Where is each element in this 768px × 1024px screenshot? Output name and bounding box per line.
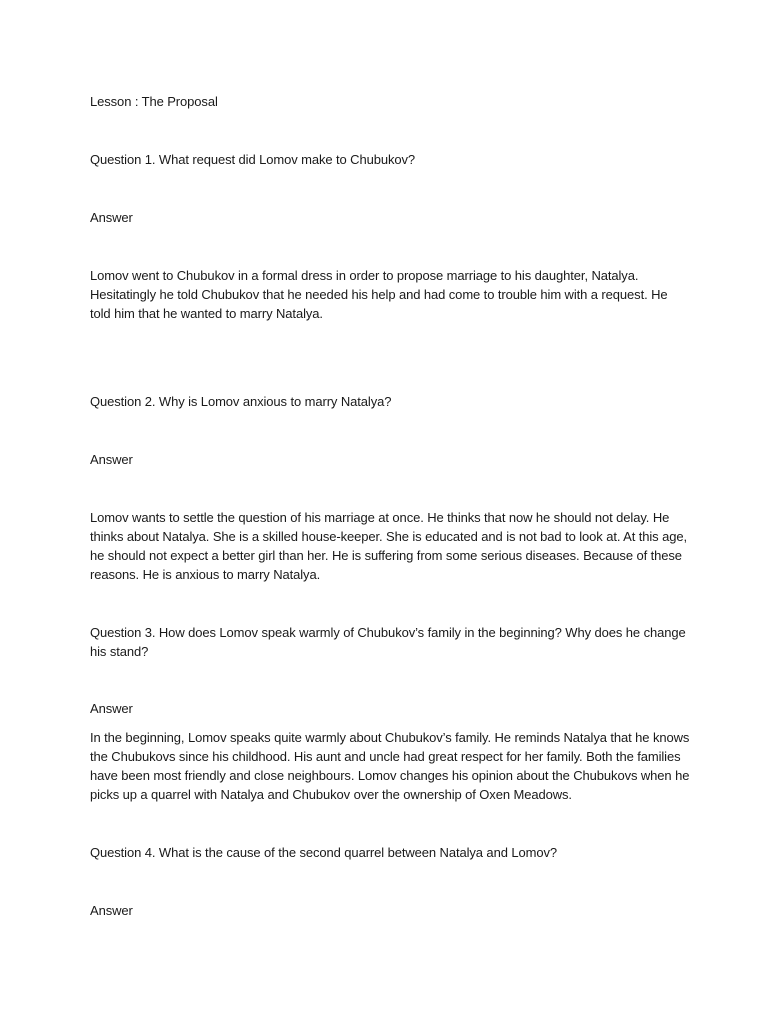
question-4: Question 4. What is the cause of the second quarrel between Natalya and Lomov? [90,845,557,860]
answer-3-label: Answer [90,701,133,716]
answer-2-label: Answer [90,452,133,467]
question-3: Question 3. How does Lomov speak warmly of Chubukov’s family in the beginning? Why does he change his stand? [90,625,686,659]
answer-2-text: Lomov wants to settle the question of his marriage at once. He thinks that now he should not delay. He thinks about Natalya. She is a skilled house-keeper. She is educated and is not bad to look at. At this age, he should not expect a better girl than her. He is suffering from some serious diseases. Because of these reasons. He is anxious to marry Natalya. [90,510,687,582]
answer-1-label: Answer [90,210,133,225]
question-1: Question 1. What request did Lomov make to Chubukov? [90,152,416,167]
answer-4-label: Answer [90,903,133,918]
answer-1-text: Lomov went to Chubukov in a formal dress in order to propose marriage to his daughter, Natalya. Hesitatingly he told Chubukov that he needed his help and had come to trouble him with a request. He told him that he wanted to marry Natalya. [90,268,668,321]
lesson-title: Lesson : The Proposal [90,94,218,109]
question-2: Question 2. Why is Lomov anxious to marry Natalya? [90,394,392,409]
answer-3-text: In the beginning, Lomov speaks quite warmly about Chubukov’s family. He reminds Natalya that he knows the Chubukovs since his childhood. His aunt and uncle had great respect for her family. Both the families have been most friendly and close neighbours. Lomov changes his opinion about the Chubukovs when he picks up a quarrel with Natalya and Chubukov over the ownership of Oxen Meadows. [90,730,690,802]
